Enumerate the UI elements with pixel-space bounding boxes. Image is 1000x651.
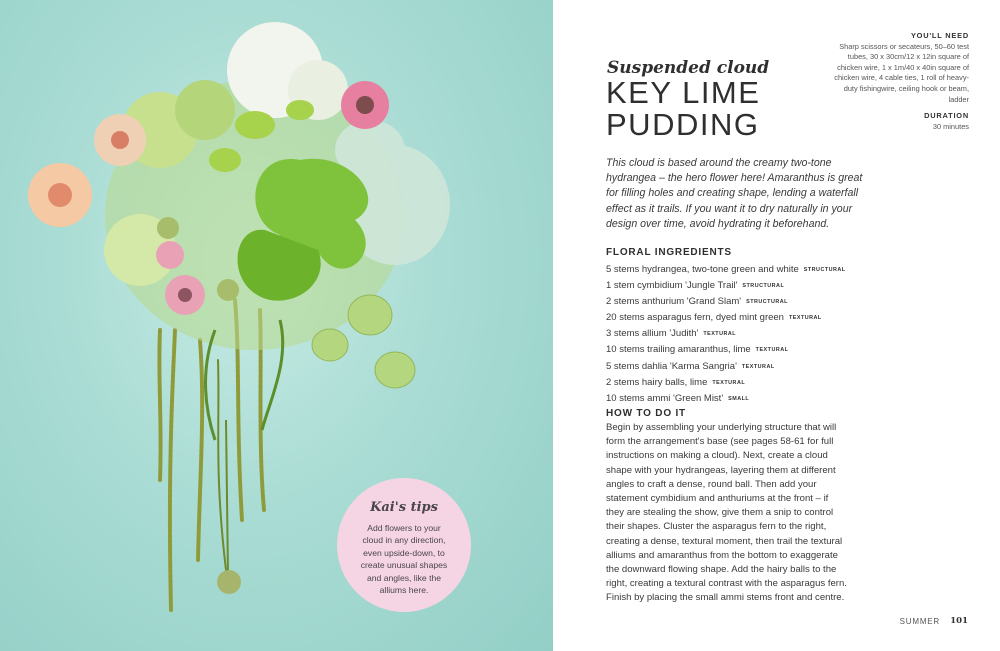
ingredient-item: 2 stems anthurium 'Grand Slam' STRUCTURAL xyxy=(606,296,788,308)
howto-heading: HOW TO DO IT xyxy=(606,408,686,419)
ingredient-item: 5 stems hydrangea, two-tone green and white STRUCTURAL xyxy=(606,264,846,275)
tips-callout xyxy=(337,478,471,612)
ingredient-item: 10 stems trailing amaranthus, lime TEXTURAL xyxy=(606,344,789,356)
tips-title: Kai's tips xyxy=(370,500,438,515)
you-need-label: YOU'LL NEED xyxy=(910,31,969,40)
ingredients-heading: FLORAL INGREDIENTS xyxy=(606,247,732,258)
ingredient-item: 1 stem cymbidium 'Jungle Trail' STRUCTURAL xyxy=(606,280,785,292)
footer-section-name: SUMMER xyxy=(899,617,940,626)
recipe-intro: This cloud is based around the creamy two-tone hydrangea – the hero flower here! Amaranthus is great for filling holes and creating shape, lending a waterfall effect as it trails. If you want it to dry naturally in your design over time, avoid hydrating it beforehand. xyxy=(606,157,863,230)
tips-body: Add flowers to your cloud in any direction, even upside-down, to create unusual shapes and angles, like the alliums here. xyxy=(360,523,448,596)
duration-label: DURATION xyxy=(924,111,969,121)
duration-text: 30 minutes xyxy=(932,121,969,131)
ingredient-item: 10 stems ammi 'Green Mist' SMALL xyxy=(606,392,750,404)
recipe-subtitle: Suspended cloud xyxy=(607,58,770,78)
ingredient-item: 5 stems dahlia 'Karma Sangria' TEXTURAL xyxy=(606,360,775,372)
right-page xyxy=(553,0,1000,651)
page-number: 101 xyxy=(950,616,968,626)
ingredient-item: 20 stems asparagus fern, dyed mint green TEXTURAL xyxy=(606,312,822,324)
ingredients-list xyxy=(606,262,906,407)
ingredient-item: 3 stems allium 'Judith' TEXTURAL xyxy=(606,328,737,340)
allium-stem xyxy=(226,420,228,575)
ingredient-item: 2 stems hairy balls, lime TEXTURAL xyxy=(606,376,746,388)
you-need-text: Sharp scissors or secateurs, 50–60 test tubes, 30 x 30cm/12 x 12in square of chicken wire, 1 x 1m/40 x 40in square of chicken wire, 4 cable ties, 1 roll of heavy-duty fishingwire, ceiling hook or beam, ladder xyxy=(834,41,969,104)
allium-ball xyxy=(217,570,241,594)
recipe-title: KEY LIME PUDDING xyxy=(606,75,761,142)
howto-body: Begin by assembling your underlying structure that will form the arrangement's base (see pages 58-61 for full instructions on making a cloud). Next, create a cloud shape with your hydrangeas, layering them at different angles to craft a dense, round ball. Then add your statement cymbidium and anthuriums at the front – if they are stealing the show, give them a snip to control their shapes. Cluster the asparagus fern to the right, creating a dense, textural moment, then trail the textural alliums and amaranthus from the bottom to exaggerate the downward flowing shape. Add the hairy balls to the right, creating a textural contrast with the asparagus fern. Finish by placing the small ammi stems front and centre. xyxy=(606,422,847,604)
requirements-sidebar xyxy=(829,31,969,132)
